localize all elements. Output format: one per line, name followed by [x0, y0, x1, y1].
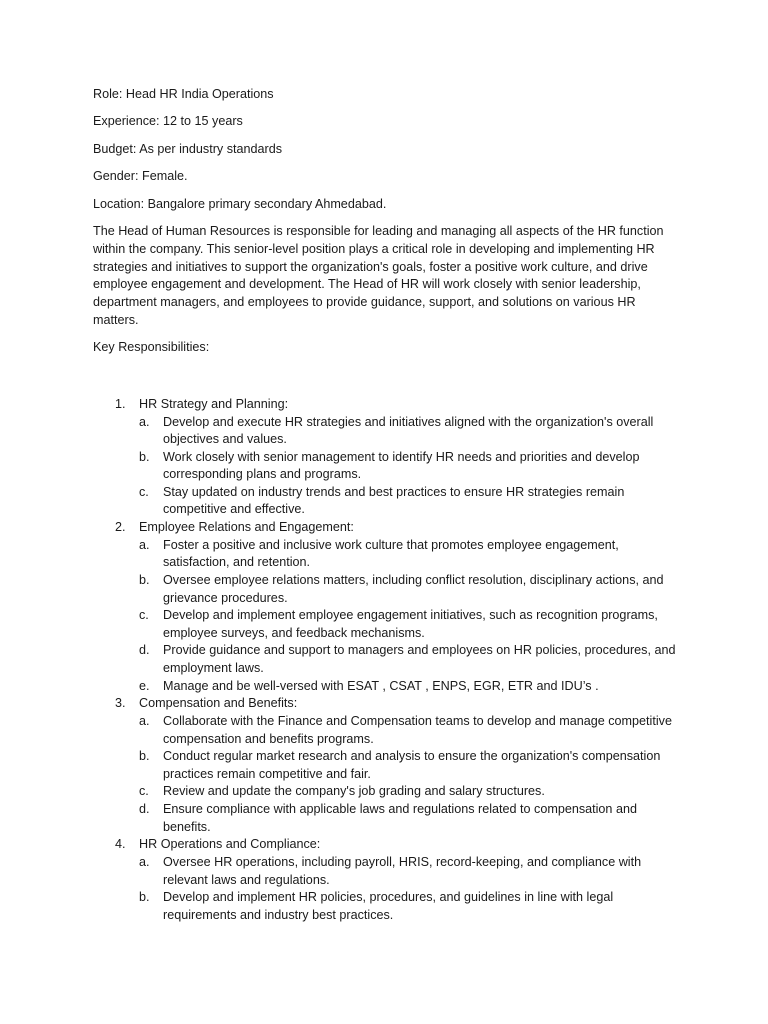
- item-letter: c.: [139, 784, 149, 799]
- location-line: Location: Bangalore primary secondary Ahmedabad.: [93, 196, 387, 211]
- item-text: Develop and execute HR strategies and initiatives aligned with the organization's overall objectives and values.: [163, 414, 654, 447]
- list-item: [139, 801, 683, 836]
- list-item: [139, 484, 683, 519]
- item-text: Develop and implement HR policies, procedures, and guidelines in line with legal requirements and industry best practices.: [163, 890, 614, 922]
- item-letter: b.: [139, 449, 150, 464]
- list-item: [139, 607, 683, 642]
- section-title: HR Strategy and Planning:: [139, 396, 289, 411]
- intro-paragraph: The Head of Human Resources is responsible for leading and managing all aspects of the HR function within the company. This senior-level position plays a critical role in developing and implementing HR strategies and initiatives to support the organization's goals, foster a positive work culture, and drive employee engagement and development. The Head of HR will work closely with senior leadership, department managers, and employees to provide guidance, support, and solutions on various HR matters.: [93, 223, 664, 327]
- section-item: [93, 519, 683, 695]
- list-item: [139, 414, 683, 449]
- item-letter: b.: [139, 749, 150, 764]
- responsibilities-list: [93, 396, 683, 925]
- section-number: 1.: [115, 396, 126, 411]
- list-item: [139, 537, 683, 572]
- experience-line: Experience: 12 to 15 years: [93, 114, 243, 129]
- item-letter: b.: [139, 890, 150, 905]
- item-text: Develop and implement employee engagement initiatives, such as recognition programs, employee surveys, and feedback mechanisms.: [163, 608, 658, 640]
- item-text: Oversee HR operations, including payroll, HRIS, record-keeping, and compliance with relevant laws and regulations.: [163, 854, 642, 887]
- item-text: Review and update the company's job grading and salary structures.: [163, 784, 545, 799]
- gender-line: Gender: Female.: [93, 169, 188, 184]
- list-item: [139, 449, 683, 484]
- section-title: HR Operations and Compliance:: [139, 837, 321, 852]
- list-item: [139, 642, 683, 677]
- section-sublist: [139, 713, 683, 836]
- item-text: Work closely with senior management to identify HR needs and priorities and develop corresponding plans and programs.: [163, 449, 640, 482]
- section-item: [93, 695, 683, 836]
- item-letter: d.: [139, 801, 150, 816]
- list-item: [139, 748, 683, 783]
- item-letter: a.: [139, 414, 150, 429]
- spacer: [93, 367, 683, 396]
- key-responsibilities-heading: Key Responsibilities:: [93, 340, 210, 355]
- item-text: Conduct regular market research and analysis to ensure the organization's compensation practices remain competitive and fair.: [163, 749, 661, 781]
- section-item: [93, 836, 683, 924]
- section-number: 3.: [115, 696, 126, 711]
- section-sublist: [139, 537, 683, 695]
- list-item: [139, 678, 683, 696]
- item-letter: b.: [139, 573, 150, 588]
- section-item: [93, 396, 683, 519]
- item-text: Stay updated on industry trends and best practices to ensure HR strategies remain competitive and effective.: [163, 484, 625, 517]
- role-line: Role: Head HR India Operations: [93, 87, 274, 101]
- item-text: Foster a positive and inclusive work culture that promotes employee engagement, satisfaction, and retention.: [163, 537, 619, 570]
- list-item: [139, 783, 683, 801]
- item-letter: d.: [139, 643, 150, 658]
- item-text: Ensure compliance with applicable laws and regulations related to compensation and benefits.: [163, 801, 637, 834]
- section-sublist: [139, 854, 683, 924]
- list-item: [139, 854, 683, 889]
- list-item: [139, 889, 683, 924]
- item-letter: a.: [139, 537, 150, 552]
- item-letter: a.: [139, 854, 150, 869]
- item-text: Provide guidance and support to managers and employees on HR policies, procedures, and employment laws.: [163, 643, 676, 676]
- section-number: 4.: [115, 837, 126, 852]
- item-letter: c.: [139, 608, 149, 623]
- section-title: Compensation and Benefits:: [139, 696, 298, 711]
- list-item: [139, 572, 683, 607]
- budget-line: Budget: As per industry standards: [93, 141, 283, 156]
- item-text: Collaborate with the Finance and Compensation teams to develop and manage competitive compensation and benefits programs.: [163, 714, 672, 746]
- item-text: Manage and be well-versed with ESAT , CSAT , ENPS, EGR, ETR and IDU’s .: [163, 678, 599, 693]
- section-sublist: [139, 414, 683, 520]
- item-text: Oversee employee relations matters, including conflict resolution, disciplinary actions, and grievance procedures.: [163, 573, 664, 605]
- item-letter: e.: [139, 678, 150, 693]
- section-title: Employee Relations and Engagement:: [139, 520, 354, 535]
- section-number: 2.: [115, 520, 126, 535]
- item-letter: c.: [139, 484, 149, 499]
- list-item: [139, 713, 683, 748]
- item-letter: a.: [139, 714, 150, 729]
- document-page: [93, 86, 683, 924]
